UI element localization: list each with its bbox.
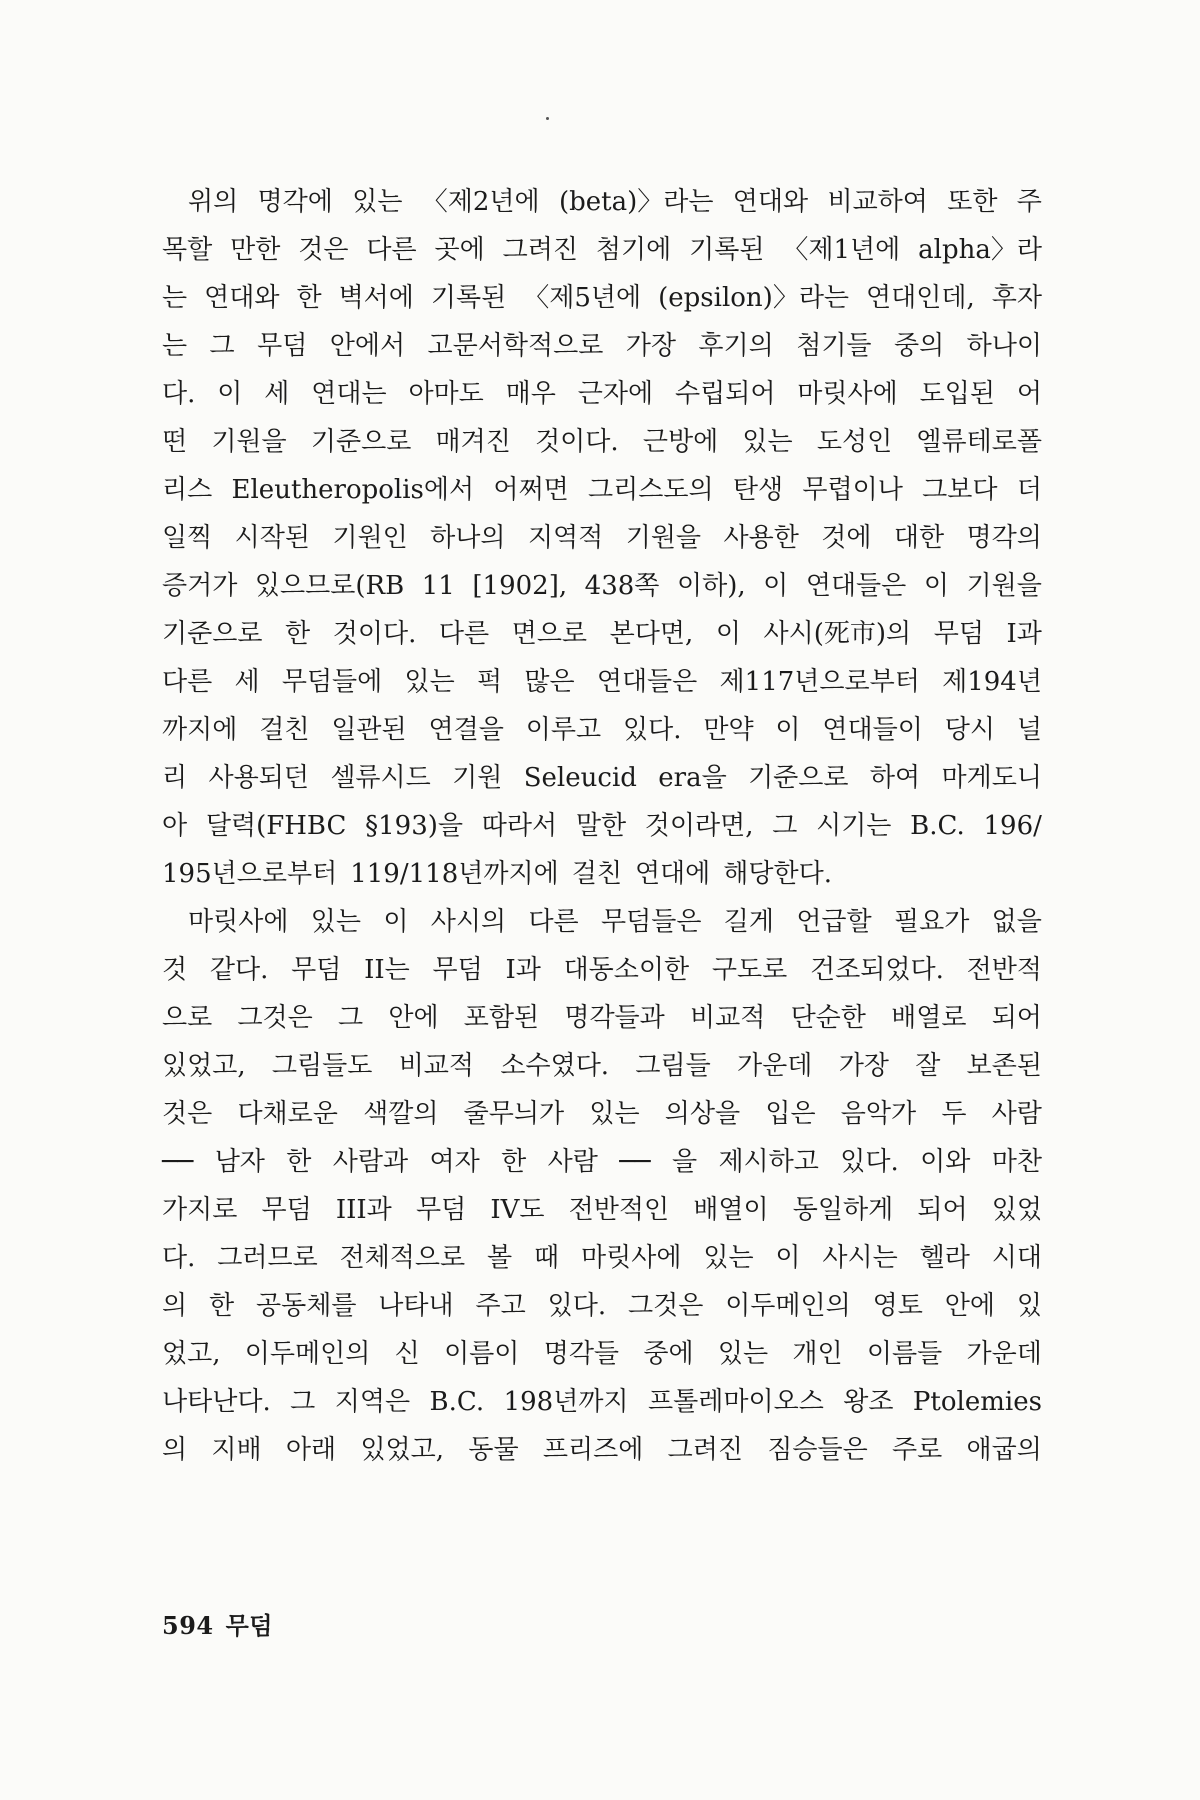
text-line: 리스 Eleutheropolis에서 어쩌면 그리스도의 탄생 무렵이나 그보다 더: [162, 475, 1042, 505]
text-line: 증거가 있으므로(RB 11 [1902], 438쪽 이하), 이 연대들은 이 기원을: [162, 571, 1042, 601]
text-line: 가지로 무덤 III과 무덤 IV도 전반적인 배열이 동일하게 되어 있었: [162, 1195, 1042, 1225]
page-footer: [162, 1606, 273, 1641]
body-text: [162, 178, 1042, 1474]
text-line: 는 그 무덤 안에서 고문서학적으로 가장 후기의 첨기들 중의 하나이: [162, 331, 1042, 361]
text-line: 것은 다채로운 색깔의 줄무늬가 있는 의상을 입은 음악가 두 사람: [162, 1099, 1042, 1129]
text-line: ── 남자 한 사람과 여자 한 사람 ── 을 제시하고 있다. 이와 마찬: [162, 1147, 1042, 1177]
text-line: 기준으로 한 것이다. 다른 면으로 본다면, 이 사시(死市)의 무덤 I과: [162, 619, 1042, 649]
text-line: 다른 세 무덤들에 있는 퍽 많은 연대들은 제117년으로부터 제194년: [162, 667, 1042, 697]
text-line: 있었고, 그림들도 비교적 소수였다. 그림들 가운데 가장 잘 보존된: [162, 1051, 1042, 1081]
text-line: 까지에 걸친 일관된 연결을 이루고 있다. 만약 이 연대들이 당시 널: [162, 715, 1042, 745]
text-line: 으로 그것은 그 안에 포함된 명각들과 비교적 단순한 배열로 되어: [162, 1003, 1042, 1033]
text-line: 떤 기원을 기준으로 매겨진 것이다. 근방에 있는 도성인 엘류테로폴: [162, 427, 1042, 457]
text-line: 195년으로부터 119/118년까지에 걸친 연대에 해당한다.: [162, 859, 833, 889]
text-line: 의 한 공동체를 나타내 주고 있다. 그것은 이두메인의 영토 안에 있: [162, 1291, 1042, 1321]
text-line: 나타난다. 그 지역은 B.C. 198년까지 프톨레마이오스 왕조 Ptolemies: [162, 1387, 1042, 1417]
print-speck: [546, 117, 549, 120]
text-line: 었고, 이두메인의 신 이름이 명각들 중에 있는 개인 이름들 가운데: [162, 1339, 1042, 1369]
text-line: 리 사용되던 셀류시드 기원 Seleucid era을 기준으로 하여 마게도니: [162, 763, 1042, 793]
text-line: 는 연대와 한 벽서에 기록된 〈제5년에 (epsilon)〉라는 연대인데, 후자: [162, 283, 1042, 313]
text-line: 목할 만한 것은 다른 곳에 그려진 첨기에 기록된 〈제1년에 alpha〉라: [162, 235, 1042, 265]
running-title: 무덤: [225, 1611, 273, 1640]
text-line: 다. 이 세 연대는 아마도 매우 근자에 수립되어 마릿사에 도입된 어: [162, 379, 1042, 409]
text-line: 다. 그러므로 전체적으로 볼 때 마릿사에 있는 이 사시는 헬라 시대: [162, 1243, 1042, 1273]
text-line: 아 달력(FHBC §193)을 따라서 말한 것이라면, 그 시기는 B.C. 196/: [162, 811, 1042, 841]
text-line: 마릿사에 있는 이 사시의 다른 무덤들은 길게 언급할 필요가 없을: [188, 907, 1042, 937]
page-number: 594: [162, 1611, 214, 1640]
text-line: 위의 명각에 있는 〈제2년에 (beta)〉라는 연대와 비교하여 또한 주: [188, 187, 1042, 217]
text-line: 것 같다. 무덤 II는 무덤 I과 대동소이한 구도로 건조되었다. 전반적: [162, 955, 1042, 985]
paragraph: [162, 178, 1042, 898]
text-line: 의 지배 아래 있었고, 동물 프리즈에 그려진 짐승들은 주로 애굽의: [162, 1435, 1042, 1465]
paragraph: [162, 898, 1042, 1474]
text-line: 일찍 시작된 기원인 하나의 지역적 기원을 사용한 것에 대한 명각의: [162, 523, 1042, 553]
